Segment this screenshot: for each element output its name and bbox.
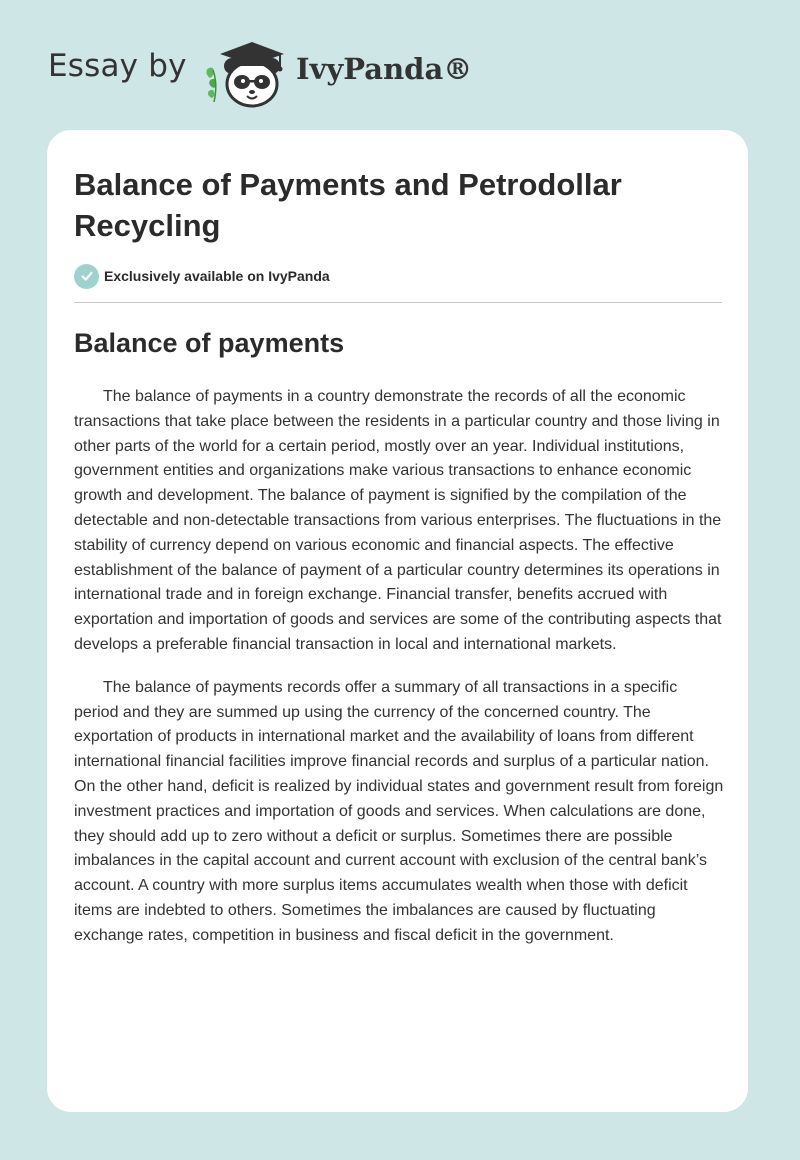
page-title: Balance of Payments and Petrodollar Recycling <box>74 167 622 243</box>
badge-label: Exclusively available on IvyPanda <box>104 268 330 284</box>
article-card <box>47 130 748 1112</box>
paragraph: The balance of payments in a country demonstrate the records of all the economic transactions that take place between the residents in a particular country and those living in other parts of the world for a certain period, mostly over an year. Individual institutions, government entities and organizations make various transactions to enhance economic growth and development. The balance of payment is signified by the compilation of the detectable and non-detectable transactions from various enterprises. The fluctuations in the stability of currency depend on various economic and financial aspects. The effective establishment of the balance of payment of a particular country determines its operations in international trade and in foreign exchange. Financial transfer, benefits accrued with exportation and importation of goods and services are some of the contributing aspects that develops a preferable financial transaction in local and international markets. <box>74 388 722 653</box>
divider <box>74 302 722 303</box>
check-icon <box>74 264 99 289</box>
article-body <box>74 385 724 967</box>
exclusive-badge <box>74 263 330 289</box>
panda-graduate-icon <box>202 36 294 110</box>
section-heading: Balance of payments <box>74 328 345 358</box>
site-header <box>0 0 800 130</box>
paragraph: The balance of payments records offer a summary of all transactions in a specific period and they are summed up using the currency of the concerned country. The exportation of products in international market and the availability of loans from different international financial facilities improve financial records and surplus of a particular nation. On the other hand, deficit is realized by individual states and government result from foreign investment practices and importation of goods and services. When calculations are done, they should add up to zero without a deficit or surplus. Sometimes there are possible imbalances in the capital account and current account with exclusion of the central bank’s account. A country with more surplus items accumulates wealth when those with deficit items are indebted to others. Sometimes the imbalances are caused by fluctuating exchange rates, competition in business and fiscal deficit in the government. <box>74 678 724 944</box>
brand-name: IvyPanda® <box>296 52 473 86</box>
essay-by-label: Essay by <box>48 48 187 84</box>
